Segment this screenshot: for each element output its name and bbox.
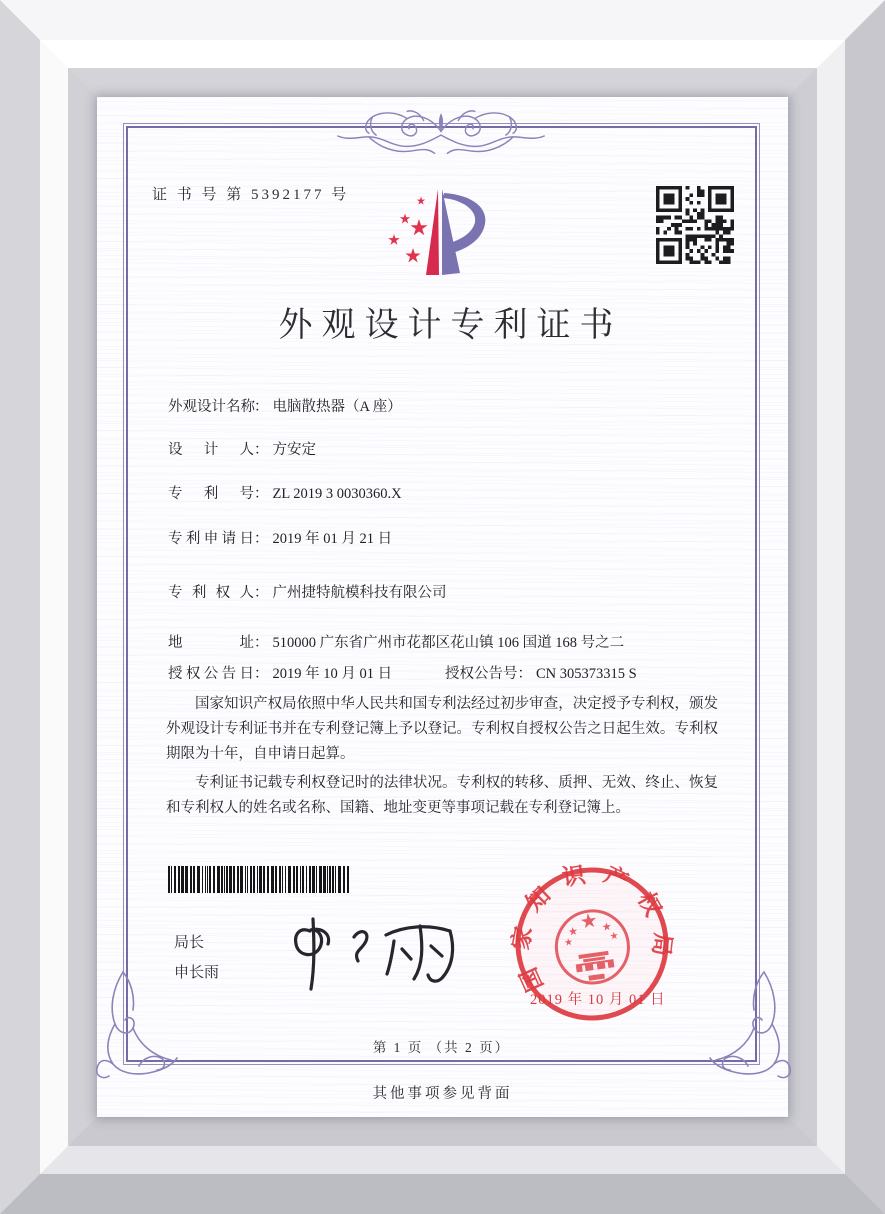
field-colon: ： [254,486,269,502]
certificate-paper [97,97,788,1117]
bottom-left-flourish-ornament [93,967,179,1081]
field-label: 专利号 [168,486,254,502]
cnipa-logo-icon [388,181,500,283]
field-address [168,631,728,652]
field-value: CN 305373315 S [536,666,637,682]
field-value: 2019 年 01 月 21 日 [272,531,393,547]
field-grant-number [445,662,637,683]
red-official-seal [496,848,688,1040]
seal-ring-text: 国家知识产权局 [507,859,676,996]
page-number: 第 1 页 （共 2 页） [372,1040,511,1055]
field-label: 授权公告日 [168,666,254,682]
qr-code-icon [656,186,734,264]
field-colon: ： [254,531,269,547]
certificate-number: 证 书 号 第 5392177 号 [152,187,350,203]
field-label: 地址 [168,635,254,651]
field-filing-date [168,527,728,548]
legal-paragraph-1: 国家知识产权局依照中华人民共和国专利法经过初步审查，决定授予专利权，颁发外观设计专利证书并在专利登记簿上予以登记。专利权自授权公告之日起生效。专利权期限为十年，自申请日起算。 [166,696,718,762]
field-value: ZL 2019 3 0030360.X [272,486,402,502]
legal-paragraph-2: 专利证书记载专利权登记时的法律状况。专利权的转移、质押、无效、终止、恢复和专利权人的姓名或名称、国籍、地址变更等事项记载在专利登记簿上。 [166,775,718,816]
field-value: 2019 年 10 月 01 日 [272,666,393,682]
handwritten-signature [280,913,460,997]
field-value: 方安定 [272,442,316,458]
field-grant-date [168,662,728,683]
field-colon: ： [517,666,532,682]
field-value: 510000 广东省广州市花都区花山镇 106 国道 168 号之二 [272,635,625,651]
field-colon: ： [254,666,269,682]
field-label: 外观设计名称 [168,399,255,415]
field-value: 电脑散热器（A 座） [272,399,402,415]
field-patent-number [168,482,728,503]
top-flourish-ornament [336,107,546,165]
field-colon: ： [254,585,269,601]
field-design-name [168,395,728,416]
legal-text [166,692,718,825]
field-colon: ： [254,442,269,458]
signer-title: 局长 [174,934,205,951]
field-label: 专利申请日 [168,531,254,547]
field-patentee [168,581,728,602]
field-label: 专利权人 [168,585,254,601]
field-value: 广州捷特航模科技有限公司 [272,585,447,601]
field-colon: ： [254,399,269,415]
field-label: 设计人 [168,442,254,458]
seal-date: 2019 年 10 月 01 日 [530,992,666,1008]
field-label: 授权公告号 [445,666,518,682]
field-colon: ： [254,635,269,651]
barcode-icon [168,866,354,893]
back-side-note: 其他事项参见背面 [372,1086,513,1102]
field-designer [168,438,728,459]
signer-block [174,928,219,988]
bottom-right-flourish-ornament [708,967,794,1081]
certificate-title: 外观设计专利证书 [278,307,623,344]
signer-name: 申长雨 [174,964,220,981]
